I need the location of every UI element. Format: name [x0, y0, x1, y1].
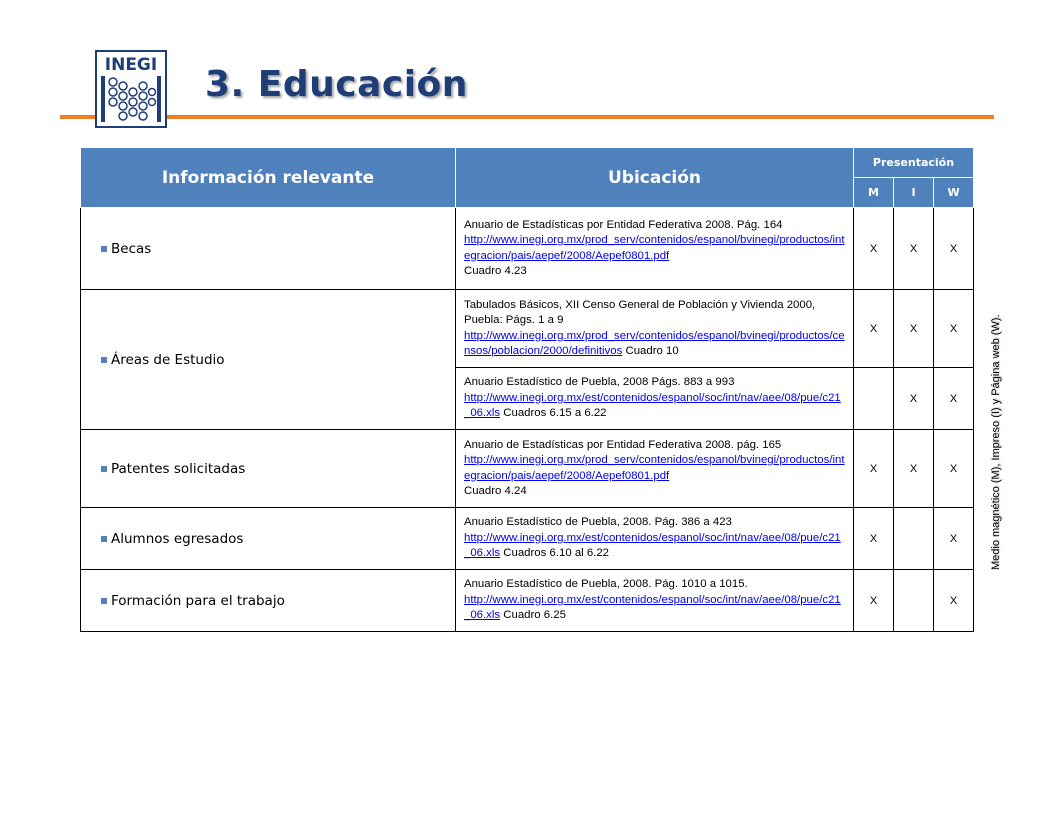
- table-header-row: [81, 148, 974, 178]
- mark-m: X: [854, 570, 894, 632]
- header-presentation: Presentación: [854, 148, 974, 178]
- bullet-icon: [101, 598, 107, 604]
- header-divider: [60, 115, 994, 119]
- mark-w: X: [934, 570, 974, 632]
- bullet-icon: [101, 357, 107, 363]
- presentation-legend: Medio magnético (M), Impreso (I) y Página web (W).: [990, 314, 1002, 570]
- mark-m: [854, 368, 894, 430]
- mark-m: X: [854, 290, 894, 368]
- mark-m: X: [854, 508, 894, 570]
- header-location: Ubicación: [456, 148, 854, 208]
- info-label: Formación para el trabajo: [111, 592, 285, 609]
- table-row: [81, 508, 974, 570]
- location-cell: [456, 208, 854, 290]
- info-cell: [81, 508, 456, 570]
- page-title: 3. Educación: [205, 64, 468, 105]
- bullet-icon: [101, 246, 107, 252]
- table-reference: Cuadro 4.24: [464, 485, 527, 497]
- mark-i: X: [894, 368, 934, 430]
- location-cell: [456, 368, 854, 430]
- info-cell: [81, 430, 456, 508]
- source-link[interactable]: http://www.inegi.org.mx/prod_serv/contenidos/espanol/bvinegi/productos/integracion/pais/aepef/2008/Aepef0801.pdf: [464, 454, 845, 482]
- info-table: [80, 147, 974, 632]
- mark-w: X: [934, 508, 974, 570]
- info-cell: [81, 570, 456, 632]
- source-text: Anuario de Estadísticas por Entidad Federativa 2008. Pág. 164: [464, 218, 783, 231]
- source-link[interactable]: http://www.inegi.org.mx/prod_serv/contenidos/espanol/bvinegi/productos/censos/poblacion/2000/definitivos: [464, 329, 845, 357]
- bullet-icon: [101, 466, 107, 472]
- info-label: Patentes solicitadas: [111, 460, 246, 477]
- table-reference: Cuadros 6.15 a 6.22: [503, 407, 607, 420]
- source-text: Anuario de Estadísticas por Entidad Federativa 2008. pág. 165: [464, 438, 782, 451]
- table-row: [81, 290, 974, 368]
- location-cell: [456, 570, 854, 632]
- table-reference: Cuadros 6.10 al 6.22: [503, 547, 610, 560]
- table-row: [81, 208, 974, 290]
- info-cell: [81, 208, 456, 290]
- source-text: Anuario Estadístico de Puebla, 2008. Pág. 1010 a 1015.: [464, 578, 748, 591]
- header-info: Información relevante: [81, 148, 456, 208]
- source-text: Anuario Estadístico de Puebla, 2008 Págs. 883 a 993: [464, 376, 735, 389]
- table-reference: Cuadro 10: [625, 345, 679, 357]
- info-label: Áreas de Estudio: [111, 351, 225, 368]
- bullet-icon: [101, 536, 107, 542]
- mark-i: X: [894, 290, 934, 368]
- mark-m: X: [854, 430, 894, 508]
- mark-i: X: [894, 208, 934, 290]
- info-label: Becas: [111, 240, 152, 257]
- inegi-logo: [95, 50, 167, 128]
- table-row: [81, 430, 974, 508]
- source-link[interactable]: http://www.inegi.org.mx/est/contenidos/espanol/soc/int/nav/aee/08/pue/c21_06.xls: [464, 531, 841, 560]
- mark-i: [894, 570, 934, 632]
- logo-wordmark: INEGI: [104, 55, 158, 75]
- header-i: I: [894, 178, 934, 208]
- mark-w: X: [934, 430, 974, 508]
- info-cell: [81, 290, 456, 430]
- mark-w: X: [934, 290, 974, 368]
- info-label: Alumnos egresados: [111, 530, 244, 547]
- mark-i: X: [894, 430, 934, 508]
- location-cell: [456, 430, 854, 508]
- location-cell: [456, 508, 854, 570]
- location-cell: [456, 290, 854, 368]
- mark-w: X: [934, 208, 974, 290]
- table-row: [81, 570, 974, 632]
- table-reference: Cuadro 6.25: [503, 609, 566, 622]
- header-w: W: [934, 178, 974, 208]
- source-text: Anuario Estadístico de Puebla, 2008. Pág. 386 a 423: [464, 516, 732, 529]
- source-link[interactable]: http://www.inegi.org.mx/est/contenidos/espanol/soc/int/nav/aee/08/pue/c21_06.xls: [464, 391, 841, 420]
- mark-i: [894, 508, 934, 570]
- mark-w: X: [934, 368, 974, 430]
- table-reference: Cuadro 4.23: [464, 265, 527, 277]
- header-m: M: [854, 178, 894, 208]
- source-link[interactable]: http://www.inegi.org.mx/est/contenidos/espanol/soc/int/nav/aee/08/pue/c21_06.xls: [464, 593, 841, 622]
- source-text: Tabulados Básicos, XII Censo General de Población y Vivienda 2000, Puebla: Págs. 1 a 9: [464, 298, 816, 326]
- mark-m: X: [854, 208, 894, 290]
- source-link[interactable]: http://www.inegi.org.mx/prod_serv/contenidos/espanol/bvinegi/productos/integracion/pais/aepef/2008/Aepef0801.pdf: [464, 234, 845, 262]
